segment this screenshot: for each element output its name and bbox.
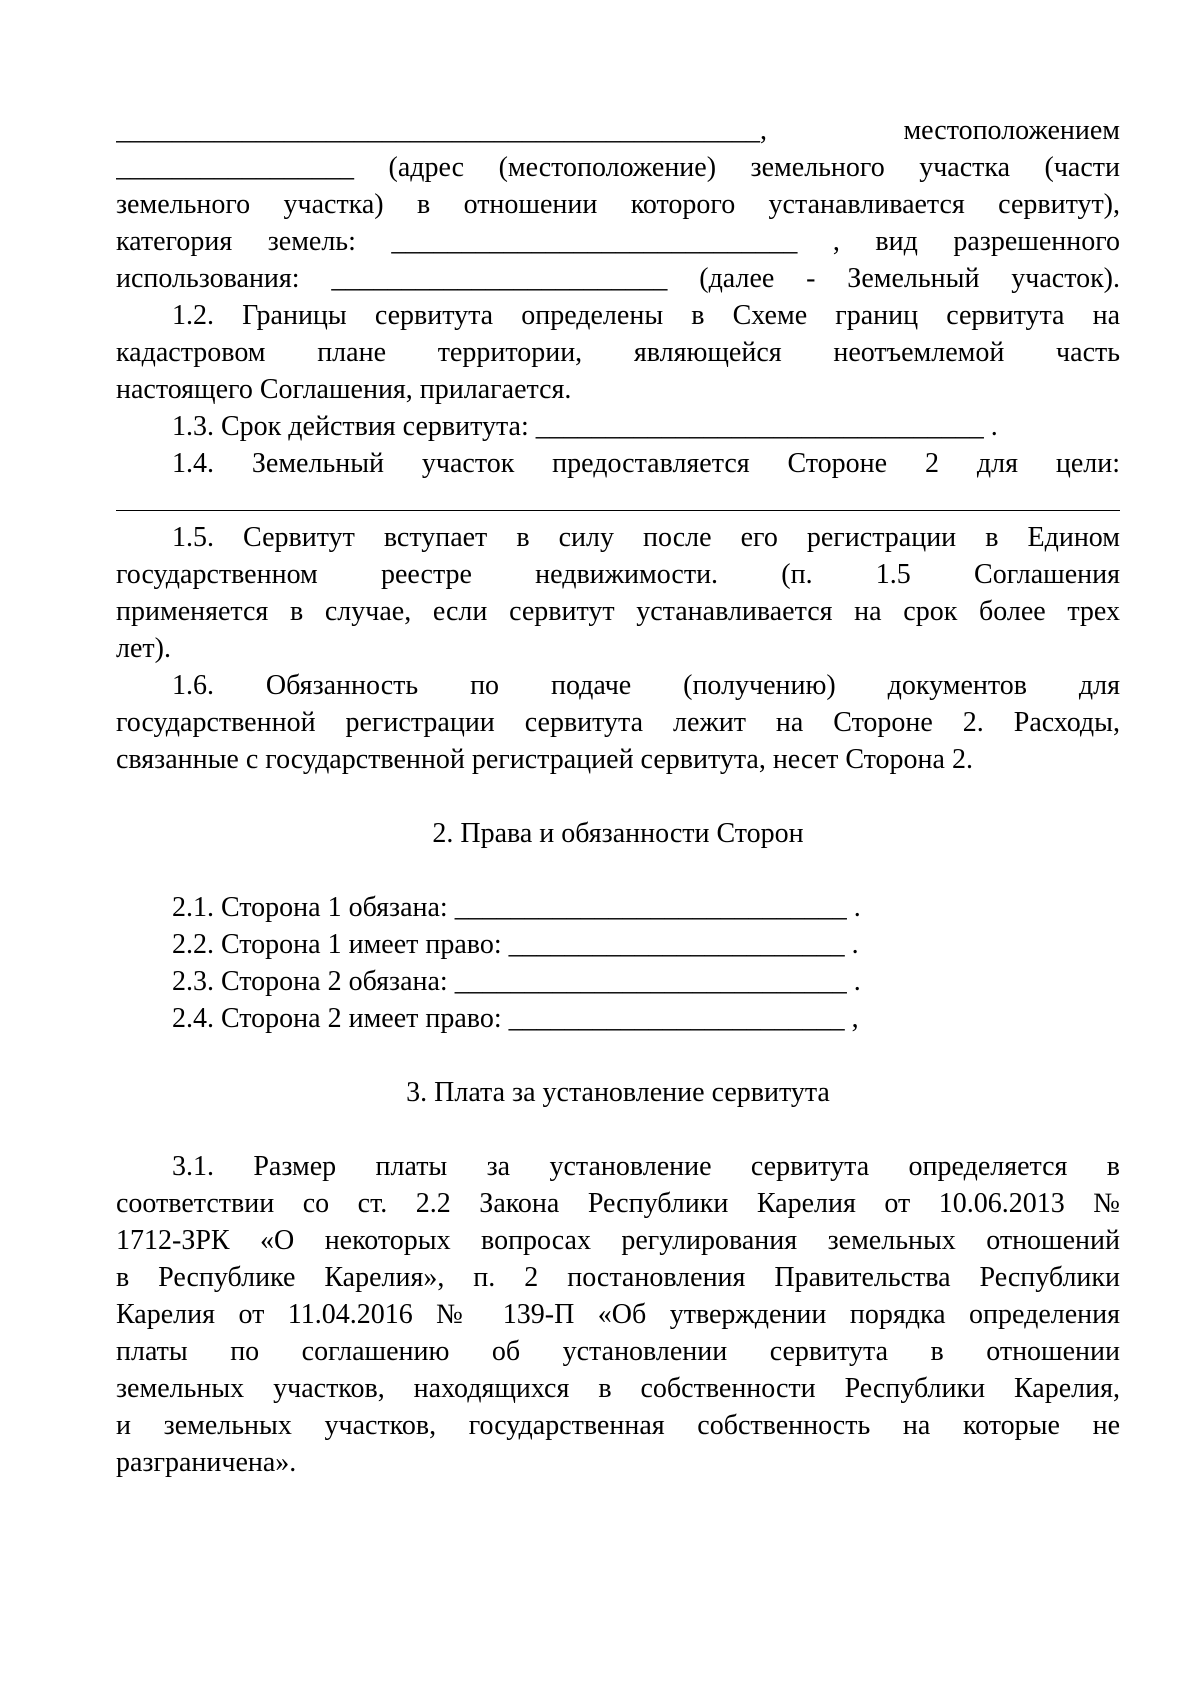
clause-2-1: 2.1. Сторона 1 обязана: ____________________________ . xyxy=(172,892,861,923)
text-line: государственном реестре недвижимости. (п. 1.5 Соглашения xyxy=(116,559,1120,590)
section-heading-2: 2. Права и обязанности Сторон xyxy=(432,818,804,849)
text-line: платы по соглашению об установлении сервитута в отношении xyxy=(116,1336,1120,1367)
text-line: государственной регистрации сервитута лежит на Стороне 2. Расходы, xyxy=(116,707,1120,738)
text-line: категория земель: _____________________________ , вид разрешенного xyxy=(116,226,1120,257)
text-line: земельных участков, находящихся в собственности Республики Карелия, xyxy=(116,1373,1120,1404)
text-line: 1.6. Обязанность по подаче (получению) документов для xyxy=(172,670,1120,701)
text-line: в Республике Карелия», п. 2 постановления Правительства Республики xyxy=(116,1262,1120,1293)
text-line: разграничена». xyxy=(116,1447,297,1478)
document-page xyxy=(116,112,1120,1481)
text-line: связанные с государственной регистрацией сервитута, несет Сторона 2. xyxy=(116,744,973,775)
text-line: применяется в случае, если сервитут устанавливается на срок более трех xyxy=(116,596,1120,627)
text-line: земельного участка) в отношении которого устанавливается сервитут), xyxy=(116,189,1120,220)
clause-2-3: 2.3. Сторона 2 обязана: ____________________________ . xyxy=(172,966,861,997)
text-line: 1.4. Земельный участок предоставляется Стороне 2 для цели: xyxy=(172,448,1120,479)
text-line: 1712-ЗРК «О некоторых вопросах регулирования земельных отношений xyxy=(116,1225,1120,1256)
text-line: и земельных участков, государственная собственность на которые не xyxy=(116,1410,1120,1441)
text-line: использования: ________________________ (далее - Земельный участок). xyxy=(116,263,1120,294)
text-line: 1.2. Границы сервитута определены в Схеме границ сервитута на xyxy=(172,300,1120,331)
text-line: _________________ (адрес (местоположение) земельного участка (части xyxy=(116,152,1120,183)
clause-2-4: 2.4. Сторона 2 имеет право: ________________________ , xyxy=(172,1003,859,1034)
spacer xyxy=(116,778,1120,815)
spacer xyxy=(116,852,1120,889)
paragraph-3-1 xyxy=(116,1148,1120,1481)
text-line: ______________________________________________, местоположением xyxy=(116,115,1120,146)
text-line: соответствии со ст. 2.2 Закона Республики Карелия от 10.06.2013 № xyxy=(116,1188,1120,1219)
blank-fill-line xyxy=(116,482,1120,519)
paragraph-1-5 xyxy=(116,519,1120,667)
section-heading-3: 3. Плата за установление сервитута xyxy=(406,1077,830,1108)
text-line: Карелия от 11.04.2016 № 139-П «Об утверждении порядка определения xyxy=(116,1299,1120,1330)
paragraph-1-4 xyxy=(116,445,1120,519)
paragraph-1-3: 1.3. Срок действия сервитута: ________________________________ . xyxy=(172,411,998,442)
spacer xyxy=(116,1111,1120,1148)
spacer xyxy=(116,1037,1120,1074)
paragraph-1-6 xyxy=(116,667,1120,778)
section-2-items xyxy=(116,889,1120,1037)
text-line: настоящего Соглашения, прилагается. xyxy=(116,374,572,405)
text-line: лет). xyxy=(116,633,171,664)
text-line: кадастровом плане территории, являющейся неотъемлемой часть xyxy=(116,337,1120,368)
clause-2-2: 2.2. Сторона 1 имеет право: ________________________ . xyxy=(172,929,859,960)
text-line: 1.5. Сервитут вступает в силу после его регистрации в Едином xyxy=(172,522,1120,553)
paragraph-land-plot-address xyxy=(116,112,1120,297)
paragraph-1-2 xyxy=(116,297,1120,408)
text-line: 3.1. Размер платы за установление сервитута определяется в xyxy=(172,1151,1120,1182)
